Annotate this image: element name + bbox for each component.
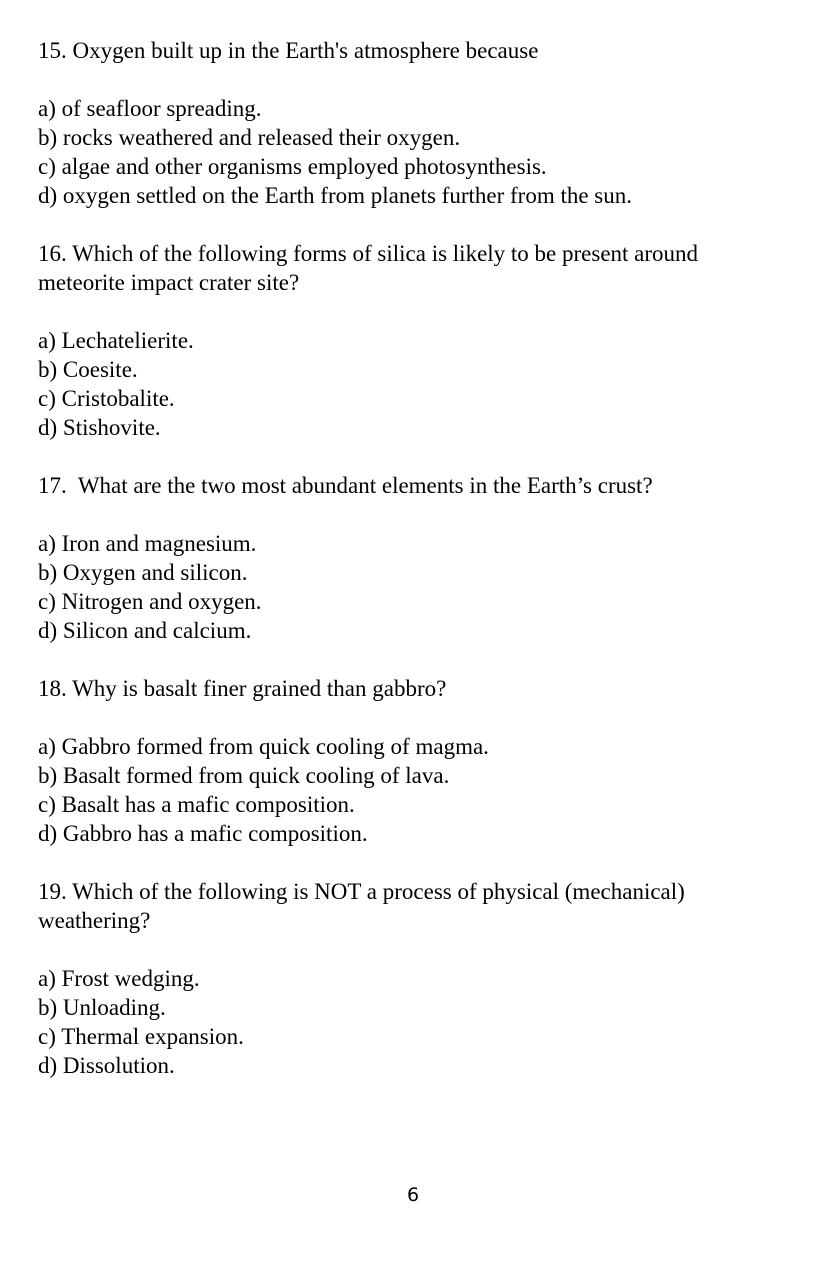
page-number: 6 — [406, 1184, 420, 1206]
document-page — [38, 36, 778, 1109]
option-c: c) Cristobalite. — [38, 386, 175, 411]
option-c: c) Nitrogen and oxygen. — [38, 589, 262, 614]
question-text: 16. Which of the following forms of silica is likely to be present around meteorite impact crater site? — [38, 241, 704, 295]
question-text: 19. Which of the following is NOT a process of physical (mechanical) weathering? — [38, 879, 691, 933]
question-text: 15. Oxygen built up in the Earth's atmosphere because — [38, 38, 539, 63]
option-b: b) Basalt formed from quick cooling of lava. — [38, 763, 450, 788]
question-15 — [38, 36, 778, 210]
question-text: 18. Why is basalt finer grained than gabbro? — [38, 676, 447, 701]
question-16 — [38, 239, 778, 442]
option-d: d) Silicon and calcium. — [38, 618, 252, 643]
question-text: 17. What are the two most abundant elements in the Earth’s crust? — [38, 473, 653, 498]
option-d: d) Stishovite. — [38, 415, 161, 440]
option-a: a) of seafloor spreading. — [38, 96, 262, 121]
option-c: c) Thermal expansion. — [38, 1024, 244, 1049]
option-d: d) Dissolution. — [38, 1053, 175, 1078]
option-c: c) algae and other organisms employed photosynthesis. — [38, 154, 547, 179]
question-19 — [38, 877, 778, 1080]
option-a: a) Lechatelierite. — [38, 328, 194, 353]
option-c: c) Basalt has a mafic composition. — [38, 792, 355, 817]
option-b: b) Coesite. — [38, 357, 138, 382]
question-18 — [38, 674, 778, 848]
option-a: a) Gabbro formed from quick cooling of magma. — [38, 734, 489, 759]
option-b: b) Oxygen and silicon. — [38, 560, 248, 585]
option-b: b) rocks weathered and released their oxygen. — [38, 125, 461, 150]
option-d: d) Gabbro has a mafic composition. — [38, 821, 368, 846]
option-a: a) Iron and magnesium. — [38, 531, 257, 556]
question-17 — [38, 471, 778, 645]
option-a: a) Frost wedging. — [38, 966, 200, 991]
option-b: b) Unloading. — [38, 995, 166, 1020]
option-d: d) oxygen settled on the Earth from planets further from the sun. — [38, 183, 633, 208]
